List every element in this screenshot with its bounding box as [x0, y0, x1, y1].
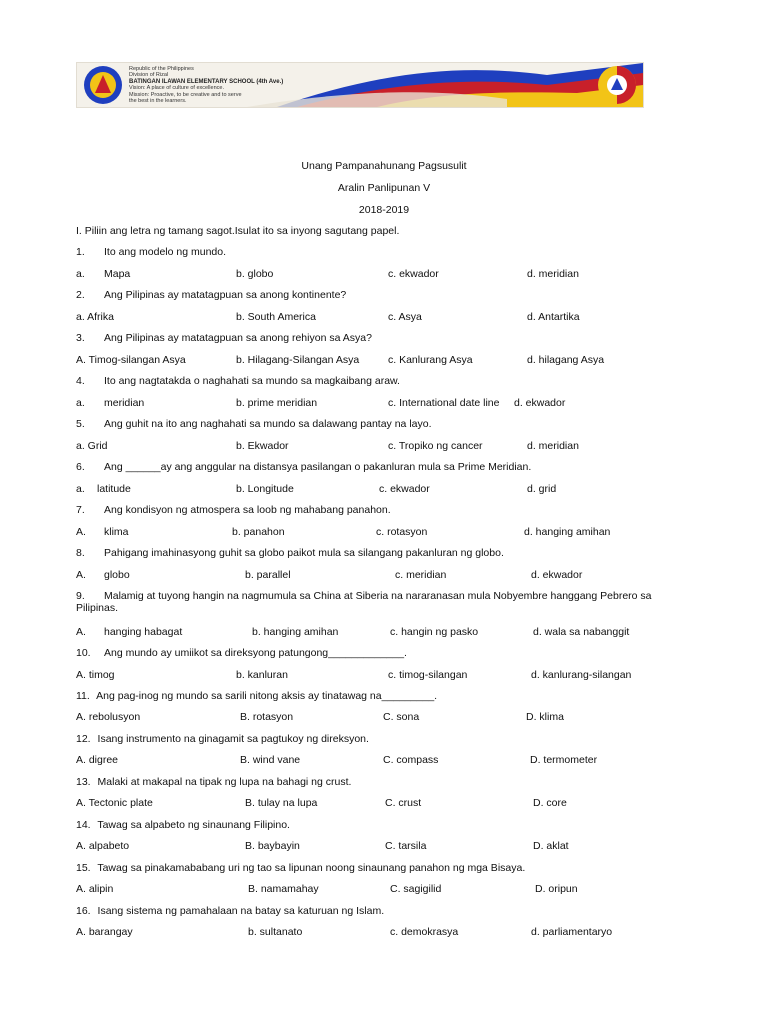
option-c: C. crust [385, 797, 422, 809]
option-a: a. Afrika [76, 311, 114, 323]
option-d: d. parliamentaryo [531, 926, 613, 938]
question-1: 1. Ito ang modelo ng mundo. [76, 246, 227, 258]
option-a: A. barangay [76, 926, 133, 938]
option-c: c. ekwador [388, 268, 439, 280]
option-c: c. Asya [388, 311, 422, 323]
option-d: d. meridian [527, 268, 579, 280]
option-c: c. International date line [388, 397, 500, 409]
banner-text: Republic of the Philippines Division of Rizal BATINGAN ILAWAN ELEMENTARY SCHOOL (4th Ave.) Vision: A place of culture of excellence. Mission: Proactive, to be creative and to serve the best in the learners. [129, 66, 284, 105]
options-15 [0, 883, 768, 897]
exam-title: Unang Pampanahunang Pagsusulit [301, 160, 467, 172]
option-b: B. namamahay [248, 883, 319, 895]
option-a: latitude [97, 483, 131, 495]
option-letter: A. [76, 569, 86, 581]
option-b: B. baybayin [245, 840, 300, 852]
option-c: c. ekwador [379, 483, 430, 495]
options-14 [0, 840, 768, 854]
option-d: d. meridian [527, 440, 579, 452]
options-12 [0, 754, 768, 768]
option-a: a. Grid [76, 440, 108, 452]
option-a: Mapa [104, 268, 131, 280]
options-2 [0, 311, 768, 325]
question-7: 7. Ang kondisyon ng atmospera sa loob ng mahabang panahon. [76, 504, 391, 516]
option-b: b. hanging amihan [252, 626, 339, 638]
option-d: d. hanging amihan [524, 526, 611, 538]
question-15: 15. Tawag sa pinakamababang uri ng tao sa lipunan noong sinaunang panahon ng mga Bisaya. [76, 862, 526, 874]
option-d: D. klima [526, 711, 564, 723]
option-c: c. Tropiko ng cancer [388, 440, 483, 452]
option-c: c. demokrasya [390, 926, 459, 938]
option-a: A. timog [76, 669, 115, 681]
option-b: b. globo [236, 268, 274, 280]
option-a: A. rebolusyon [76, 711, 141, 723]
question-6: 6. Ang ______ay ang anggular na distansya pasilangan o pakanluran mula sa Prime Meridian. [76, 461, 532, 473]
option-a: A. Timog-silangan Asya [76, 354, 186, 366]
option-a: A. Tectonic plate [76, 797, 153, 809]
school-banner [76, 62, 644, 108]
question-11: 11. Ang pag-inog ng mundo sa sarili nitong aksis ay tinatawag na_________. [76, 690, 438, 702]
option-c: c. rotasyon [376, 526, 428, 538]
option-d: D. termometer [530, 754, 598, 766]
option-c: c. timog-silangan [388, 669, 468, 681]
option-c: C. tarsila [385, 840, 427, 852]
option-letter: a. [76, 268, 85, 280]
question-13: 13. Malaki at makapal na tipak ng lupa na bahagi ng crust. [76, 776, 352, 788]
options-16 [0, 926, 768, 940]
option-a: meridian [104, 397, 145, 409]
option-b: b. South America [236, 311, 316, 323]
question-2: 2. Ang Pilipinas ay matatagpuan sa anong kontinente? [76, 289, 347, 301]
option-a: hanging habagat [104, 626, 183, 638]
question-16: 16. Isang sistema ng pamahalaan na batay sa katuruan ng Islam. [76, 905, 385, 917]
option-a: A. alpabeto [76, 840, 130, 852]
option-d: d. Antartika [527, 311, 580, 323]
options-13 [0, 797, 768, 811]
option-letter: a. [76, 483, 85, 495]
option-d: d. ekwador [514, 397, 566, 409]
option-d: D. core [533, 797, 567, 809]
option-d: D. oripun [535, 883, 578, 895]
subject-title: Aralin Panlipunan V [337, 182, 431, 194]
option-b: B. rotasyon [240, 711, 294, 723]
option-a: globo [104, 569, 130, 581]
option-b: b. prime meridian [236, 397, 318, 409]
question-14: 14. Tawag sa alpabeto ng sinaunang Filipino. [76, 819, 290, 831]
option-d: d. grid [527, 483, 557, 495]
option-c: C. sona [383, 711, 420, 723]
option-a: klima [104, 526, 129, 538]
division-seal-icon [597, 65, 637, 105]
option-b: B. wind vane [240, 754, 301, 766]
options-7 [0, 526, 768, 540]
school-year: 2018-2019 [358, 204, 410, 216]
option-c: c. meridian [395, 569, 447, 581]
question-9: 9. Malamig at tuyong hangin na nagmumula sa China at Siberia na nararanasan mula Nobyembre hanggang Pebrero sa Pilipinas. [76, 590, 652, 614]
options-11 [0, 711, 768, 725]
option-a: A. digree [76, 754, 119, 766]
options-6 [0, 483, 768, 497]
question-8: 8. Pahigang imahinasyong guhit sa globo paikot mula sa silangang pakanluran ng globo. [76, 547, 504, 559]
option-c: C. compass [383, 754, 439, 766]
options-3 [0, 354, 768, 368]
option-b: b. kanluran [236, 669, 288, 681]
option-a: A. alipin [76, 883, 114, 895]
option-b: B. tulay na lupa [245, 797, 318, 809]
question-3: 3. Ang Pilipinas ay matatagpuan sa anong rehiyon sa Asya? [76, 332, 372, 344]
option-b: b. panahon [232, 526, 285, 538]
option-b: b. Longitude [236, 483, 294, 495]
options-9 [0, 626, 768, 640]
option-letter: A. [76, 626, 86, 638]
option-letter: A. [76, 526, 86, 538]
options-8 [0, 569, 768, 583]
option-d: d. hilagang Asya [527, 354, 605, 366]
option-c: c. Kanlurang Asya [388, 354, 473, 366]
option-b: b. Ekwador [236, 440, 289, 452]
options-1 [0, 268, 768, 282]
option-d: d. kanlurang-silangan [531, 669, 632, 681]
options-10 [0, 669, 768, 683]
option-letter: a. [76, 397, 85, 409]
question-5: 5. Ang guhit na ito ang naghahati sa mundo sa dalawang pantay na layo. [76, 418, 432, 430]
question-4: 4. Ito ang nagtatakda o naghahati sa mundo sa magkaibang araw. [76, 375, 400, 387]
question-12: 12. Isang instrumento na ginagamit sa pagtukoy ng direksyon. [76, 733, 369, 745]
options-4 [0, 397, 768, 411]
question-10: 10. Ang mundo ay umiikot sa direksyong patungong_____________. [76, 647, 407, 659]
option-b: b. Hilagang-Silangan Asya [236, 354, 360, 366]
option-d: d. wala sa nabanggit [533, 626, 630, 638]
option-c: C. sagigilid [390, 883, 442, 895]
instructions: I. Piliin ang letra ng tamang sagot.Isulat ito sa inyong sagutang papel. [76, 225, 400, 237]
option-d: D. aklat [533, 840, 569, 852]
option-d: d. ekwador [531, 569, 583, 581]
option-c: c. hangin ng pasko [390, 626, 479, 638]
option-b: b. sultanato [248, 926, 303, 938]
option-b: b. parallel [245, 569, 291, 581]
school-seal-icon [83, 65, 123, 105]
options-5 [0, 440, 768, 454]
